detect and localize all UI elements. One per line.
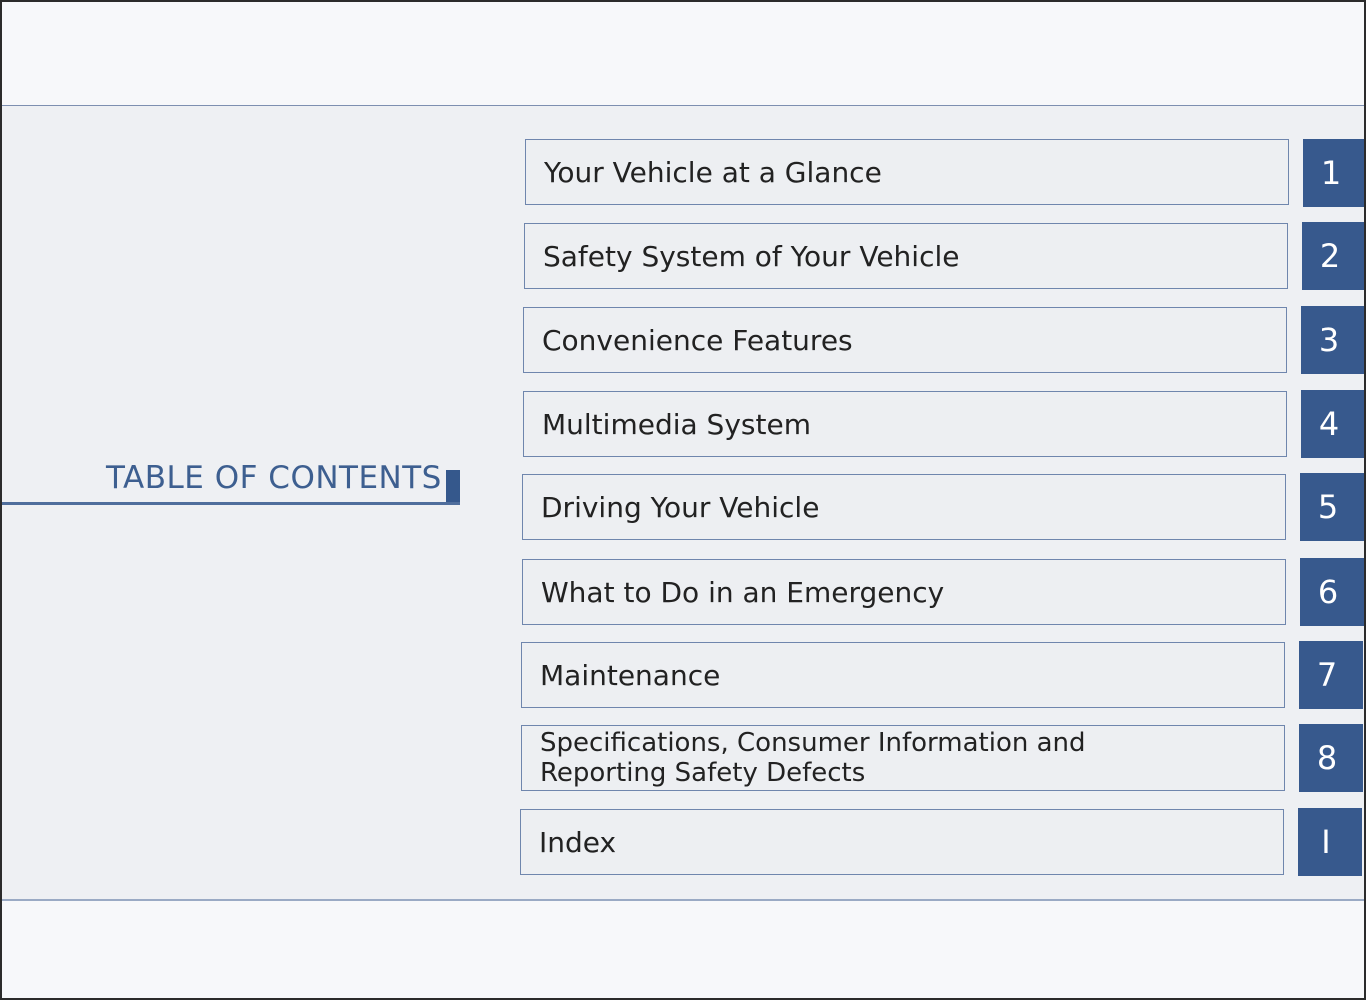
chapter-2-link[interactable]: Safety System of Your Vehicle — [524, 223, 1288, 289]
chapter-5-link[interactable]: Driving Your Vehicle — [522, 474, 1286, 540]
index-link[interactable]: Index — [520, 809, 1284, 875]
heading-underline — [2, 502, 460, 505]
chapter-7-link[interactable]: Maintenance — [521, 642, 1285, 708]
chapter-1-link[interactable]: Your Vehicle at a Glance — [525, 139, 1289, 205]
chapter-2-tab[interactable]: 2 — [1302, 222, 1366, 290]
chapter-1-tab[interactable]: 1 — [1303, 139, 1366, 207]
chapter-3-tab[interactable]: 3 — [1301, 306, 1365, 374]
chapter-4-link[interactable]: Multimedia System — [523, 391, 1287, 457]
chapter-8-tab[interactable]: 8 — [1299, 724, 1363, 792]
chapter-8-link[interactable]: Specifications, Consumer Information and Reporting Safety Defects — [521, 725, 1285, 791]
chapter-3-link[interactable]: Convenience Features — [523, 307, 1287, 373]
heading-marker — [446, 470, 460, 505]
chapter-7-tab[interactable]: 7 — [1299, 641, 1363, 709]
chapter-6-tab[interactable]: 6 — [1300, 558, 1364, 626]
toc-heading: TABLE OF CONTENTS — [106, 460, 442, 496]
chapter-4-tab[interactable]: 4 — [1301, 390, 1365, 458]
index-tab[interactable]: I — [1298, 808, 1362, 876]
bottom-rule — [2, 899, 1366, 901]
chapter-5-tab[interactable]: 5 — [1300, 473, 1364, 541]
chapter-6-link[interactable]: What to Do in an Emergency — [522, 559, 1286, 625]
